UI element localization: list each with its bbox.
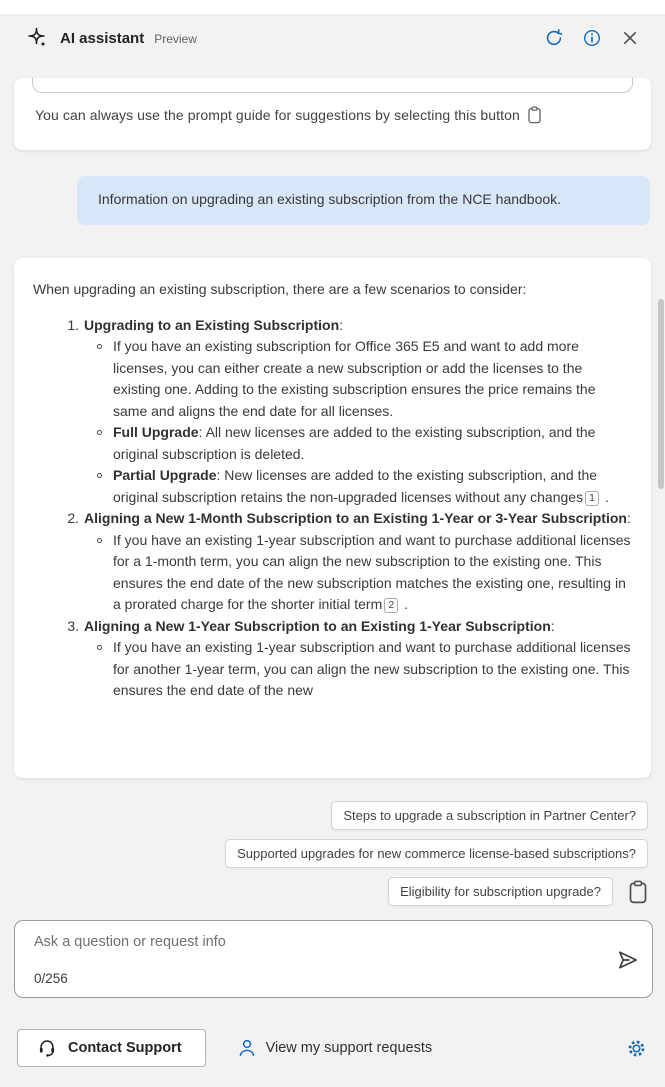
bullet-item [84, 637, 633, 702]
refresh-icon[interactable] [543, 27, 565, 49]
item-heading: Upgrading to an Existing Subscription [84, 316, 340, 333]
info-icon[interactable] [581, 27, 603, 49]
view-support-requests-label: View my support requests [265, 1040, 433, 1056]
prompt-guide-note-text: You can always use the prompt guide for suggestions by selecting this button [35, 107, 520, 123]
char-counter: 0/256 [34, 971, 68, 986]
clipped-inner-box [32, 78, 633, 93]
clipboard-icon [527, 106, 542, 124]
headset-icon [37, 1038, 57, 1058]
assistant-response-card [14, 258, 651, 778]
heading-colon: : [339, 316, 344, 333]
footer-bar [17, 1029, 647, 1067]
heading-colon: : [626, 510, 631, 526]
bullet-text-after: . [400, 596, 409, 612]
bullet-marker-icon [97, 645, 102, 650]
list-number: 3. [67, 617, 79, 634]
bullet-text: : New licenses are added to the existing subscription, and the original subscription retains the non-upgraded licenses without any changes [113, 467, 598, 505]
bullet-item [84, 422, 633, 465]
bullet-text: : All new licenses are added to the existing subscription, and the original subscription is deleted. [113, 424, 596, 462]
heading-colon: : [550, 617, 555, 634]
response-intro: When upgrading an existing subscription, there are a few scenarios to consider: [33, 281, 527, 297]
citation-badge[interactable]: 1 [585, 491, 599, 506]
contact-support-button[interactable] [17, 1029, 206, 1067]
list-item [61, 508, 633, 616]
item-heading: Aligning a New 1-Year Subscription to an Existing 1-Year Subscription [84, 617, 551, 634]
user-message-text: Information on upgrading an existing subscription from the NCE handbook. [98, 191, 562, 207]
bullet-text: If you have an existing 1-year subscription and want to purchase additional licenses for a 1-month term, you can align the new subscription to the existing one. This ensures the end date of the new subscription matches the existing one, resulting in a prorated charge for the shorter initial term [113, 531, 631, 612]
bullet-marker-icon [97, 430, 102, 435]
list-item [61, 315, 633, 509]
bullet-text: If you have an existing 1-year subscription and want to purchase additional licenses for another 1-year term, you can align the new subscription to the existing one. This ensures the end date of the new [113, 639, 631, 698]
contact-support-label: Contact Support [68, 1040, 182, 1056]
citation-badge[interactable]: 2 [384, 598, 398, 613]
close-icon[interactable] [619, 27, 641, 49]
message-input[interactable] [14, 920, 653, 998]
assistant-title: AI assistant [60, 29, 145, 47]
list-number: 1. [67, 316, 79, 333]
bullet-lead: Full Upgrade [113, 424, 199, 440]
bullet-item [84, 465, 633, 508]
top-strip [0, 0, 665, 14]
bullet-lead: Partial Upgrade [113, 467, 217, 483]
prompt-guide-button[interactable] [628, 880, 648, 904]
send-icon[interactable] [617, 949, 639, 974]
suggestion-chip[interactable]: Eligibility for subscription upgrade? [388, 877, 613, 906]
person-icon [237, 1038, 257, 1058]
bullet-item [84, 530, 633, 616]
sparkle-icon [26, 27, 48, 49]
bullet-text-after: . [601, 488, 609, 505]
settings-gear-icon[interactable] [626, 1038, 647, 1059]
list-item [61, 616, 633, 702]
scrollbar-thumb[interactable] [658, 299, 664, 489]
user-message-bubble [77, 176, 650, 225]
input-placeholder: Ask a question or request info [34, 934, 226, 950]
prompt-guide-note-card [14, 78, 651, 150]
bullet-marker-icon [97, 473, 102, 478]
list-number: 2. [67, 510, 79, 526]
bullet-marker-icon [97, 538, 102, 543]
suggestion-chips [0, 801, 648, 906]
item-heading: Aligning a New 1-Month Subscription to an Existing 1-Year or 3-Year Subscription [84, 510, 627, 526]
bullet-text: If you have an existing subscription for Office 365 E5 and want to add more licenses, you can either create a new subscription or add the licenses to the existing one. Adding to the existing subscription ensures the price remains the same and aligns the end date for all licenses. [113, 338, 596, 419]
bullet-marker-icon [97, 344, 102, 349]
bullet-item [84, 336, 633, 422]
preview-badge: Preview [154, 32, 197, 46]
assistant-header [0, 14, 665, 62]
suggestion-chip[interactable]: Steps to upgrade a subscription in Partner Center? [331, 801, 648, 830]
view-support-requests-link[interactable] [237, 1038, 433, 1058]
suggestion-chip[interactable]: Supported upgrades for new commerce license-based subscriptions? [225, 839, 648, 868]
